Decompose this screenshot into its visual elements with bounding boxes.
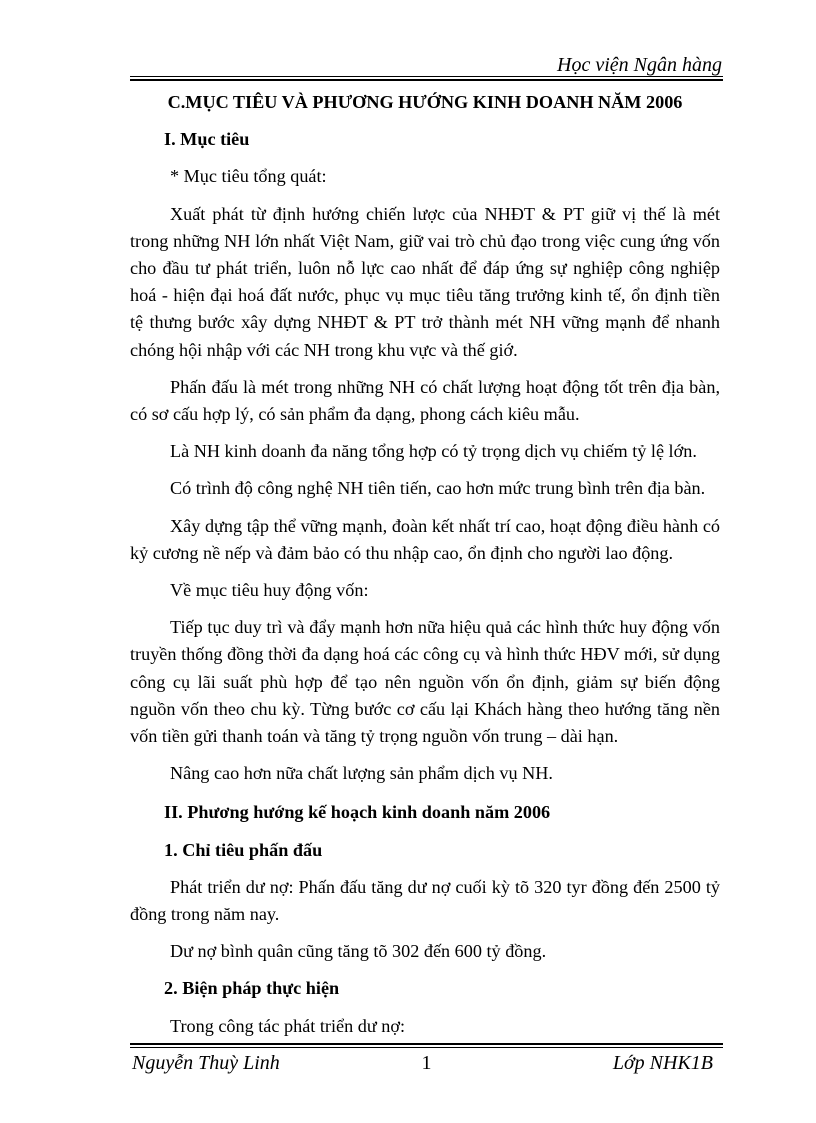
paragraph: Phấn đấu là mét trong những NH có chất lượng hoạt động tốt trên địa bàn, có sơ cấu hợp lý, có sản phẩm đa dạng, phong cách kiêu mẫu. <box>130 376 720 425</box>
page-number: 1 <box>421 1052 432 1074</box>
subsection-2-heading: 2. Biện pháp thực hiện <box>164 978 340 999</box>
header-institution: Học viện Ngân hàng <box>557 54 722 76</box>
header-rule-bottom <box>130 79 723 81</box>
header-rule-top <box>130 76 723 77</box>
paragraph: Có trình độ công nghệ NH tiên tiến, cao hơn mức trung bình trên địa bàn. <box>170 478 706 499</box>
footer-rule-top <box>130 1043 723 1045</box>
subsection-1-heading: 1. Chỉ tiêu phấn đấu <box>164 839 323 860</box>
document-body <box>130 83 720 1040</box>
paragraph: Dư nợ bình quân cũng tăng tõ 302 đến 600 tỷ đồng. <box>170 941 547 962</box>
paragraph: Là NH kinh doanh đa năng tổng hợp có tỷ trọng dịch vụ chiếm tỷ lệ lớn. <box>170 441 697 462</box>
section-1-heading: I. Mục tiêu <box>164 129 250 150</box>
paragraph: Tiếp tục duy trì và đẩy mạnh hơn nữa hiệu quả các hình thức huy động vốn truyền thống đồng thời đa dạng hoá các công cụ và hình thức HĐV mới, sử dụng công cụ lãi suất phù hợp để tạo nên nguồn vốn ổn định, giảm sự biến động nguồn vốn theo chu kỳ. Từng bước cơ cấu lại Khách hàng theo hướng tăng nền vốn tiền gửi thanh toán và tăng tỷ trọng nguồn vốn trung – dài hạn. <box>130 617 720 747</box>
paragraph: Về mục tiêu huy động vốn: <box>170 580 369 601</box>
section-1-subheading: * Mục tiêu tổng quát: <box>170 166 327 187</box>
footer-author: Nguyễn Thuỳ Linh <box>132 1052 280 1074</box>
paragraph: Phát triển dư nợ: Phấn đấu tăng dư nợ cuối kỳ tõ 320 tyr đồng đến 2500 tỷ đồng trong năm nay. <box>130 876 720 925</box>
paragraph: Trong công tác phát triển dư nợ: <box>170 1015 405 1036</box>
paragraph: Xuất phát từ định hướng chiến lược của NHĐT & PT giữ vị thế là mét trong những NH lớn nhất Việt Nam, giữ vai trò chủ đạo trong việc cung ứng vốn cho đầu tư phát triển, luôn nỗ lực cao nhất để đáp ứng sự nghiệp công nghiệp hoá - hiện đại hoá đất nước, phục vụ mục tiêu tăng trưởng kinh tế, ổn định tiền tệ thưng bước xây dựng NHĐT & PT trở thành mét NH vững mạnh để nhanh chóng hội nhập với các NH trong khu vực và thế giớ. <box>130 203 720 360</box>
page-title: C.MỤC TIÊU VÀ PHƯƠNG HƯỚNG KINH DOANH NĂM 2006 <box>167 92 683 112</box>
footer-rule-bottom <box>130 1047 723 1048</box>
paragraph: Xây dựng tập thể vững mạnh, đoàn kết nhất trí cao, hoạt động điều hành có kỷ cương nề nếp và đảm bảo có thu nhập cao, ổn định cho người lao động. <box>130 515 720 563</box>
paragraph: Nâng cao hơn nữa chất lượng sản phẩm dịch vụ NH. <box>170 763 553 784</box>
footer <box>130 1052 723 1074</box>
footer-class: Lớp NHK1B <box>612 1052 713 1074</box>
section-2-heading: II. Phương hướng kế hoạch kinh doanh năm 2006 <box>164 802 551 823</box>
